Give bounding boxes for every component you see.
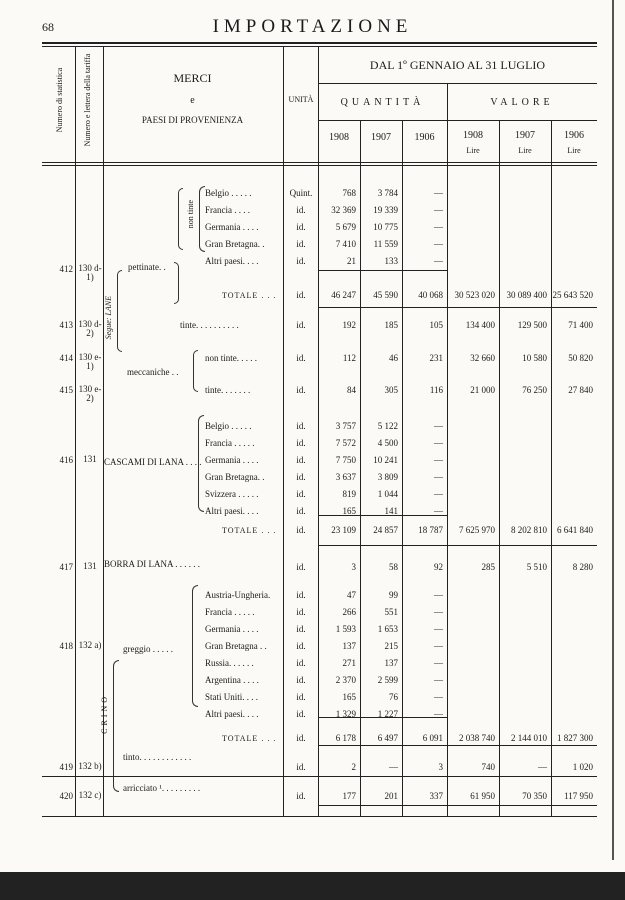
year-v-1907: 1907 <box>515 130 535 141</box>
cell-v06: 117 950 <box>564 791 593 801</box>
cell-q06: — <box>434 239 443 249</box>
cell-v07: 129 500 <box>517 320 547 330</box>
row-rule <box>42 776 597 777</box>
cell-q06: — <box>434 675 443 685</box>
label-arricciato: arricciato ¹. . . . . . . . . <box>123 783 201 793</box>
cell-name: tinte. . . . . . . <box>205 385 251 395</box>
cell-q08: 46 247 <box>331 290 356 300</box>
cell-unit: id. <box>296 239 306 249</box>
cell-q07: 1 227 <box>377 709 398 719</box>
cell-q06: 105 <box>429 320 443 330</box>
cell-v07: 5 510 <box>526 562 547 572</box>
cell-q07: 3 809 <box>377 472 398 482</box>
header-unit: UNITÀ <box>288 95 314 104</box>
cell-unit: id. <box>296 692 306 702</box>
brace-lane <box>117 270 122 352</box>
cell-name: Francia . . . . <box>205 205 250 215</box>
cell-stat: 416 <box>59 455 73 465</box>
cell-q07: — <box>389 762 398 772</box>
header-bottom-rule <box>42 162 597 163</box>
cell-v07: — <box>538 762 547 772</box>
cell-unit: id. <box>296 624 306 634</box>
cell-q06: 337 <box>429 791 443 801</box>
cell-name: Belgio . . . . . <box>205 188 252 198</box>
cell-name: Gran Bretagna . . <box>205 641 267 651</box>
cell-name: TOTALE . . . <box>222 734 277 743</box>
label-meccaniche: meccaniche . . <box>127 367 179 377</box>
cell-q08: 3 <box>351 562 356 572</box>
year-q-1908: 1908 <box>329 132 349 143</box>
cell-v08: 61 950 <box>470 791 495 801</box>
col-line <box>75 46 76 816</box>
cell-tar: 130 d-2) <box>78 319 102 338</box>
label-tinto: tinto. . . . . . . . . . . . <box>123 752 192 762</box>
header-merci-e: e <box>190 95 195 106</box>
cell-v07: 8 202 810 <box>511 525 547 535</box>
cell-unit: id. <box>296 641 306 651</box>
cell-q06: — <box>434 256 443 266</box>
label-cascami: CASCAMI DI LANA . . . . <box>104 457 202 467</box>
header-paesi: PAESI DI PROVENIENZA <box>141 115 244 125</box>
cell-q07: 6 497 <box>377 733 398 743</box>
cell-q07: 305 <box>384 385 398 395</box>
lire-label: Lire <box>518 146 532 155</box>
cell-q07: 1 044 <box>377 489 398 499</box>
cell-tar: 130 e-2) <box>78 384 102 403</box>
cell-unit: id. <box>296 733 306 743</box>
cell-q08: 2 <box>351 762 356 772</box>
cell-v06: 1 020 <box>572 762 593 772</box>
cell-q08: 165 <box>342 692 356 702</box>
brace-meccaniche <box>193 350 198 392</box>
cell-unit: id. <box>296 455 306 465</box>
cell-name: Germania . . . . <box>205 222 259 232</box>
cell-v07: 2 144 010 <box>511 733 547 743</box>
cell-unit: id. <box>296 385 306 395</box>
cell-unit: id. <box>296 709 306 719</box>
year-v-1906: 1906 <box>564 130 584 141</box>
cell-q06: 92 <box>434 562 443 572</box>
top-rule <box>42 42 597 44</box>
cell-q08: 6 178 <box>335 733 356 743</box>
cell-q08: 7 410 <box>335 239 356 249</box>
cell-unit: id. <box>296 205 306 215</box>
header-merci: MERCI <box>173 71 212 85</box>
cell-q06: — <box>434 590 443 600</box>
cell-stat: 419 <box>59 762 73 772</box>
cell-q07: 215 <box>384 641 398 651</box>
cell-q06: 231 <box>429 353 443 363</box>
brace-non-tinte <box>178 188 183 250</box>
cell-name: Belgio . . . . . <box>205 421 252 431</box>
cell-stat: 415 <box>59 385 73 395</box>
scan-edge <box>0 872 625 900</box>
cell-name: Francia . . . . . <box>205 607 255 617</box>
cell-name: tinte. . . . . . . . . . <box>180 320 239 330</box>
cell-name: TOTALE . . . <box>222 526 277 535</box>
cell-q06: — <box>434 222 443 232</box>
cell-unit: id. <box>296 590 306 600</box>
bottom-rule <box>318 805 597 806</box>
cell-q08: 23 109 <box>331 525 356 535</box>
brace-cascami <box>198 415 204 512</box>
cell-v08: 285 <box>481 562 495 572</box>
cell-name: non tinte. . . . . <box>205 353 257 363</box>
total-rule <box>318 270 447 271</box>
cell-q07: 99 <box>389 590 398 600</box>
cell-v06: 50 820 <box>568 353 593 363</box>
cell-unit: id. <box>296 762 306 772</box>
cell-q06: — <box>434 607 443 617</box>
cell-tar: 130 d-1) <box>78 263 102 282</box>
brace-pettinate <box>174 262 179 304</box>
cell-q08: 7 572 <box>335 438 356 448</box>
label-pettinate: pettinate. . <box>128 262 166 272</box>
cell-stat: 414 <box>59 353 73 363</box>
cell-unit: id. <box>296 320 306 330</box>
cell-q07: 5 122 <box>377 421 398 431</box>
cell-unit: id. <box>296 675 306 685</box>
cell-v08: 2 038 740 <box>459 733 495 743</box>
cell-unit: id. <box>296 506 306 516</box>
cell-q06: — <box>434 658 443 668</box>
cell-name: TOTALE . . . <box>222 291 277 300</box>
cell-q06: — <box>434 205 443 215</box>
cell-q07: 46 <box>389 353 398 363</box>
label-non-tinte-vertical: non tinte <box>186 200 195 229</box>
header-bottom-rule-2 <box>42 165 597 166</box>
cell-q08: 7 750 <box>335 455 356 465</box>
cell-tar: 132 b) <box>78 761 102 771</box>
header-quantity: QUANTITÀ <box>340 97 425 108</box>
page-title: IMPORTAZIONE <box>212 16 413 37</box>
cell-unit: id. <box>296 525 306 535</box>
cell-q07: 133 <box>384 256 398 266</box>
cell-v08: 21 000 <box>470 385 495 395</box>
cell-q08: 21 <box>347 256 356 266</box>
cell-q07: 3 784 <box>377 188 398 198</box>
cell-unit: id. <box>296 222 306 232</box>
cell-tar: 132 c) <box>78 790 102 800</box>
cell-q07: 137 <box>384 658 398 668</box>
cell-v08: 30 523 020 <box>454 290 495 300</box>
cell-tar: 131 <box>83 454 97 464</box>
cell-q08: 192 <box>342 320 356 330</box>
cell-q06: — <box>434 709 443 719</box>
header-stat-number: Numero di statistica <box>55 67 64 133</box>
cell-name: Altri paesi. . . . <box>205 506 259 516</box>
cell-name: Altri paesi. . . . <box>205 256 259 266</box>
cell-q06: 40 068 <box>418 290 443 300</box>
cell-q08: 137 <box>342 641 356 651</box>
cell-q07: 4 500 <box>377 438 398 448</box>
cell-q07: 24 857 <box>373 525 398 535</box>
cell-v06: 8 280 <box>572 562 593 572</box>
table-bottom-rule <box>42 816 597 817</box>
cell-q07: 1 653 <box>377 624 398 634</box>
cell-name: Francia . . . . . <box>205 438 255 448</box>
cell-v06: 71 400 <box>568 320 593 330</box>
cell-unit: id. <box>296 472 306 482</box>
cell-q06: — <box>434 472 443 482</box>
cell-stat: 412 <box>59 264 73 274</box>
year-q-1907: 1907 <box>371 132 391 143</box>
cell-name: Argentina . . . . <box>205 675 259 685</box>
cell-q08: 271 <box>342 658 356 668</box>
cell-q08: 112 <box>342 353 356 363</box>
cell-v08: 32 660 <box>470 353 495 363</box>
cell-q07: 19 339 <box>373 205 398 215</box>
cell-q08: 1 593 <box>335 624 356 634</box>
cell-q07: 11 559 <box>373 239 398 249</box>
cell-q07: 2 599 <box>377 675 398 685</box>
cell-unit: id. <box>296 791 306 801</box>
col-line <box>499 120 500 816</box>
cell-q08: 2 370 <box>335 675 356 685</box>
period-rule <box>318 83 597 84</box>
cell-q08: 165 <box>342 506 356 516</box>
cell-q07: 45 590 <box>373 290 398 300</box>
cell-unit: id. <box>296 562 306 572</box>
cell-q07: 185 <box>384 320 398 330</box>
cell-q08: 1 329 <box>335 709 356 719</box>
cell-name: Stati Uniti. . . . <box>205 692 259 702</box>
cell-q06: — <box>434 692 443 702</box>
cell-unit: id. <box>296 290 306 300</box>
cell-name: Germania . . . . <box>205 455 259 465</box>
cell-q06: 6 091 <box>422 733 443 743</box>
cell-q06: — <box>434 455 443 465</box>
cell-name: Gran Bretagna. . <box>205 472 265 482</box>
header-value: VALORE <box>490 97 554 108</box>
cell-stat: 417 <box>59 562 73 572</box>
cell-name: Germania . . . . <box>205 624 259 634</box>
total-rule <box>318 745 597 746</box>
cell-unit: id. <box>296 489 306 499</box>
col-line <box>551 120 552 816</box>
cell-q06: — <box>434 188 443 198</box>
header-period: DAL 1º GENNAIO AL 31 LUGLIO <box>369 58 546 72</box>
cell-stat: 420 <box>59 791 73 801</box>
cell-unit: id. <box>296 256 306 266</box>
cell-name: Svizzera . . . . . <box>205 489 259 499</box>
cell-v08: 134 400 <box>465 320 495 330</box>
top-rule-thin <box>42 46 597 47</box>
cell-tar: 131 <box>83 561 97 571</box>
label-segue-lane: Segue: LANE <box>104 296 113 340</box>
cell-name: Russia. . . . . . <box>205 658 254 668</box>
cell-v06: 25 643 520 <box>552 290 593 300</box>
cell-q07: 551 <box>384 607 398 617</box>
label-borra: BORRA DI LANA . . . . . . <box>104 559 201 569</box>
cell-unit: id. <box>296 438 306 448</box>
cell-v07: 70 350 <box>522 791 547 801</box>
cell-v06: 6 641 840 <box>557 525 593 535</box>
cell-q06: 116 <box>429 385 443 395</box>
col-line <box>447 83 448 816</box>
cell-q08: 3 757 <box>335 421 356 431</box>
cell-q06: — <box>434 421 443 431</box>
cell-q07: 141 <box>384 506 398 516</box>
cell-q08: 768 <box>342 188 356 198</box>
cell-name: Austria-Ungheria. <box>205 590 271 600</box>
cell-v08: 7 625 970 <box>459 525 495 535</box>
cell-q06: — <box>434 641 443 651</box>
cell-q06: — <box>434 489 443 499</box>
cell-q08: 84 <box>347 385 356 395</box>
lire-label: Lire <box>466 146 480 155</box>
cell-unit: id. <box>296 353 306 363</box>
cell-stat: 418 <box>59 641 73 651</box>
cell-q07: 58 <box>389 562 398 572</box>
total-rule <box>318 545 597 546</box>
label-crino: CRINO <box>100 694 109 734</box>
cell-v07: 76 250 <box>522 385 547 395</box>
cell-v07: 30 089 400 <box>506 290 547 300</box>
cell-q06: — <box>434 624 443 634</box>
cell-q06: — <box>434 506 443 516</box>
cell-unit: Quint. <box>289 188 313 198</box>
cell-unit: id. <box>296 421 306 431</box>
cell-unit: id. <box>296 607 306 617</box>
brace-greggio <box>192 585 198 707</box>
year-q-1906: 1906 <box>414 132 435 143</box>
cell-q06: 3 <box>438 762 443 772</box>
cell-q08: 177 <box>342 791 356 801</box>
cell-q08: 47 <box>347 590 356 600</box>
cell-v08: 740 <box>481 762 495 772</box>
cell-q08: 819 <box>342 489 356 499</box>
cell-q08: 5 679 <box>335 222 356 232</box>
cell-q06: — <box>434 438 443 448</box>
scan-edge-right <box>612 0 614 860</box>
cell-q08: 3 637 <box>335 472 356 482</box>
cell-q07: 76 <box>389 692 398 702</box>
cell-v06: 1 827 300 <box>557 733 593 743</box>
cell-unit: id. <box>296 658 306 668</box>
cell-name: Gran Bretagna. . <box>205 239 265 249</box>
lire-label: Lire <box>567 146 581 155</box>
cell-tar: 132 a) <box>78 640 102 650</box>
cell-q08: 32 369 <box>331 205 356 215</box>
cell-stat: 413 <box>59 320 73 330</box>
header-tariff-number: Numero e lettera della tariffa <box>83 53 92 147</box>
cell-name: Altri paesi. . . . <box>205 709 259 719</box>
cell-tar: 130 e-1) <box>78 352 102 371</box>
brace-crino <box>113 660 119 792</box>
cell-q07: 10 775 <box>373 222 398 232</box>
page-number: 68 <box>42 20 54 34</box>
total-rule <box>318 307 597 308</box>
cell-q08: 266 <box>342 607 356 617</box>
label-greggio: greggio . . . . . <box>123 644 173 654</box>
cell-q06: 18 787 <box>418 525 443 535</box>
cell-v06: 27 840 <box>568 385 593 395</box>
cell-q07: 201 <box>384 791 398 801</box>
cell-q07: 10 241 <box>373 455 398 465</box>
year-v-1908: 1908 <box>463 130 483 141</box>
cell-v07: 10 580 <box>522 353 547 363</box>
